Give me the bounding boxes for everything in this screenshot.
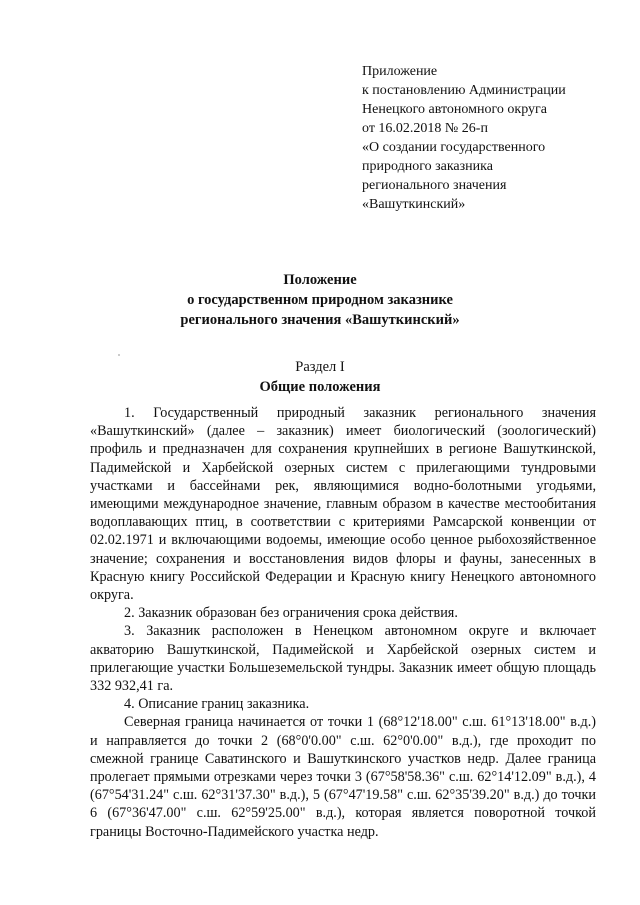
appendix-line: от 16.02.2018 № 26-п xyxy=(362,121,488,136)
paragraph: 3. Заказник расположен в Ненецком автономном округе и включает акваторию Вашуткинской, Падимейской и Харбейской озерных систем и прилегающие участки Большеземельской тундры. Заказник имеет общую площадь 332 932,41 га. xyxy=(90,623,596,695)
appendix-block xyxy=(362,62,622,214)
paragraph: 2. Заказник образован без ограничения срока действия. xyxy=(124,605,458,622)
document-body xyxy=(90,404,596,841)
paragraph: Северная граница начинается от точки 1 (68°12'18.00" с.ш. 61°13'18.00" в.д.) и направляется до точки 2 (68°0'0.00" с.ш. 62°0'0.00" в.д.), где проходит по смежной границе Саватинского и Вашуткинского участков недр. Далее граница пролегает прямыми отрезками через точки 3 (67°58'58.36" с.ш. 62°14'12.09" в.д.), 4 (67°54'31.24" с.ш. 62°31'37.30" в.д.), 5 (67°47'19.58" с.ш. 62°35'39.20" в.д.) до точки 6 (67°36'47.00" с.ш. 62°59'25.00" в.д.), которая является поворотной точкой границы Восточно-Падимейского участка недр. xyxy=(90,714,596,840)
appendix-line: «О создании государственного xyxy=(362,140,546,155)
title-line: регионального значения «Вашуткинский» xyxy=(180,312,460,328)
appendix-line: Ненецкого автономного округа xyxy=(362,102,547,117)
section-header xyxy=(0,357,640,397)
appendix-line: регионального значения xyxy=(362,178,507,193)
appendix-line: Приложение xyxy=(362,64,438,79)
section-heading: Общие положения xyxy=(259,379,381,395)
title-line: о государственном природном заказнике xyxy=(187,292,453,308)
paragraph: 4. Описание границ заказника. xyxy=(124,696,310,713)
title-line: Положение xyxy=(283,272,357,288)
appendix-line: «Вашуткинский» xyxy=(362,197,466,212)
document-title xyxy=(0,270,640,330)
scan-speck xyxy=(118,354,120,356)
paragraph: 1. Государственный природный заказник регионального значения «Вашуткинский» (далее – заказник) имеет биологический (зоологический) профиль и предназначен для сохранения крупнейших в регионе Вашуткинской, Падимейской и Харбейской озерных систем с прилегающими тундровыми участками и бассейнами рек, являющимися водно-болотными угодьями, имеющими международное значение, главным образом в качестве местообитания водоплавающих птиц, в соответствии с критериями Рамсарской конвенции от 02.02.1971 и включающими водоемы, имеющие особо ценное рыбохозяйственное значение; сохранения и восстановления видов флоры и фауны, занесенных в Красную книгу Российской Федерации и Красную книгу Ненецкого автономного округа. xyxy=(90,405,596,604)
appendix-line: к постановлению Администрации xyxy=(362,83,566,98)
section-label: Раздел I xyxy=(295,359,345,375)
appendix-line: природного заказника xyxy=(362,159,493,174)
